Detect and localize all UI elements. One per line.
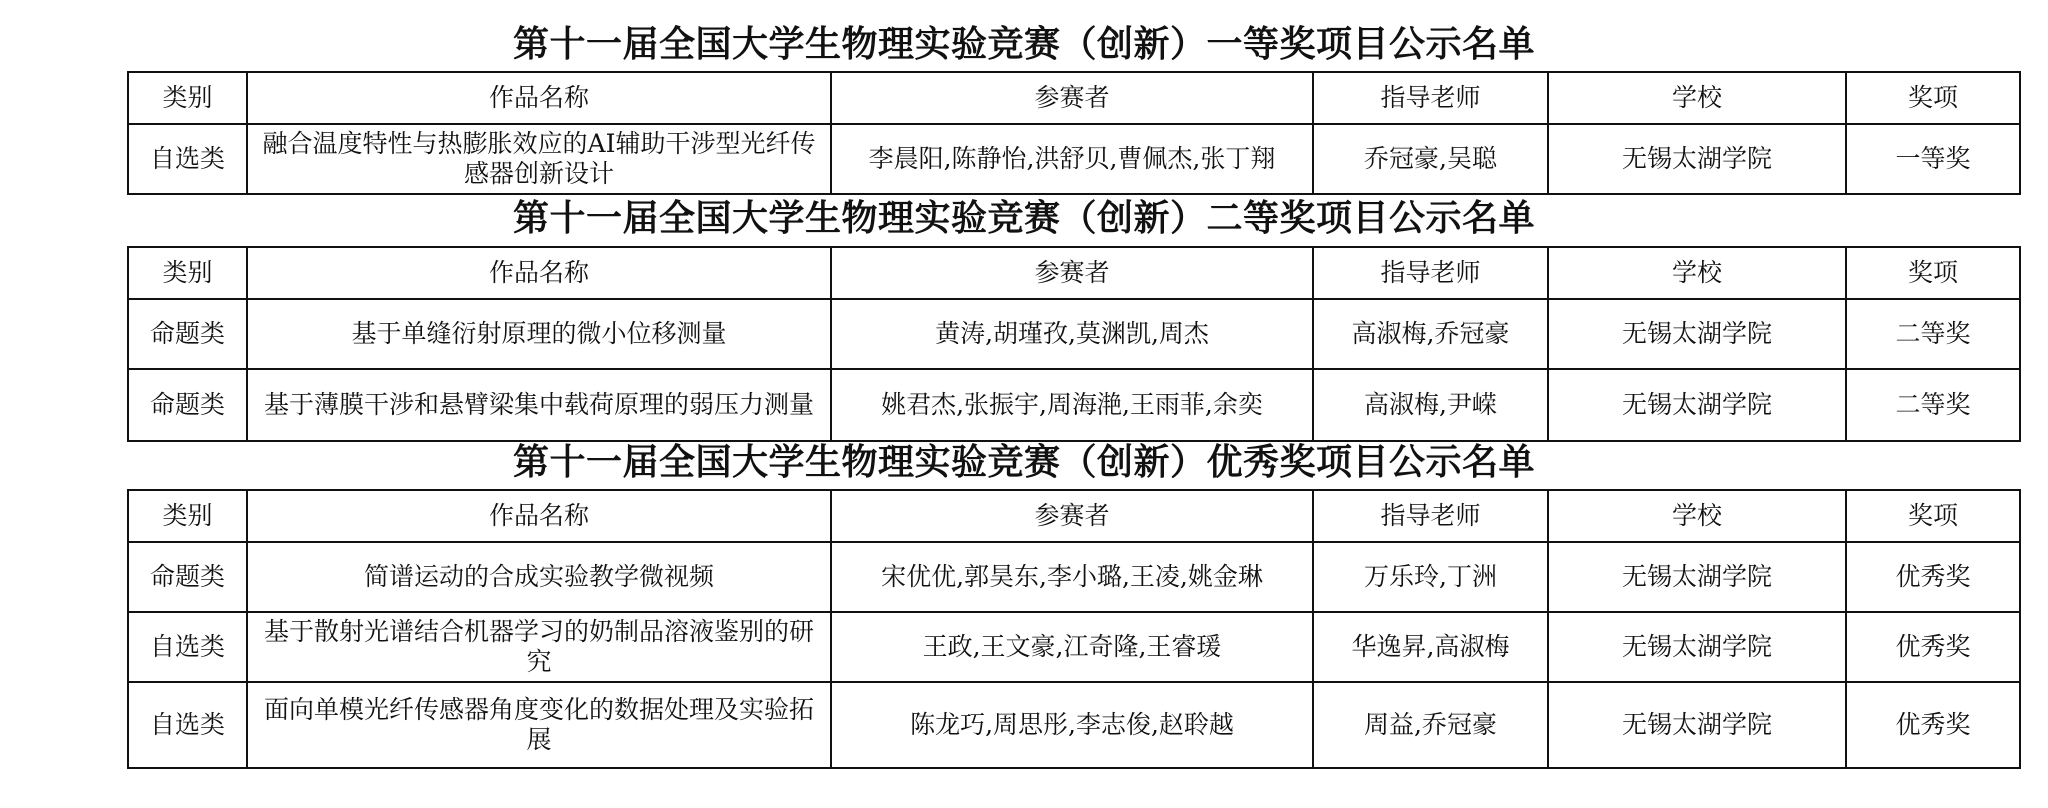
header-advisor: 指导老师	[1313, 490, 1548, 542]
category-cell: 命题类	[128, 369, 247, 441]
header-advisor: 指导老师	[1313, 72, 1548, 124]
header-category: 类别	[128, 490, 247, 542]
table-row	[128, 299, 2020, 369]
header-work-title: 作品名称	[247, 490, 831, 542]
table-header-row	[128, 72, 2020, 124]
header-school: 学校	[1548, 490, 1846, 542]
header-participants: 参赛者	[831, 72, 1313, 124]
advisor-cell: 周益,乔冠豪	[1313, 682, 1548, 768]
excellence-prize-title: 第十一届全国大学生物理实验竞赛（创新）优秀奖项目公示名单	[512, 441, 1535, 483]
header-school: 学校	[1548, 72, 1846, 124]
advisor-cell: 高淑梅,乔冠豪	[1313, 299, 1548, 369]
excellence-prize-table	[127, 489, 2021, 769]
category-cell: 自选类	[128, 124, 247, 194]
school-cell: 无锡太湖学院	[1548, 299, 1846, 369]
category-cell: 命题类	[128, 542, 247, 612]
award-cell: 优秀奖	[1846, 612, 2020, 682]
participants-cell: 李晨阳,陈静怡,洪舒贝,曹佩杰,张丁翔	[831, 124, 1313, 194]
header-advisor: 指导老师	[1313, 247, 1548, 299]
header-award: 奖项	[1846, 247, 2020, 299]
category-cell: 自选类	[128, 682, 247, 768]
table-row	[128, 369, 2020, 441]
participants-cell: 宋优优,郭昊东,李小璐,王凌,姚金琳	[831, 542, 1313, 612]
work-title-cell: 面向单模光纤传感器角度变化的数据处理及实验拓展	[247, 682, 831, 768]
second-prize-title: 第十一届全国大学生物理实验竞赛（创新）二等奖项目公示名单	[512, 197, 1535, 239]
table-row	[128, 542, 2020, 612]
header-participants: 参赛者	[831, 490, 1313, 542]
header-work-title: 作品名称	[247, 247, 831, 299]
school-cell: 无锡太湖学院	[1548, 542, 1846, 612]
award-cell: 二等奖	[1846, 299, 2020, 369]
participants-cell: 陈龙巧,周思彤,李志俊,赵聆越	[831, 682, 1313, 768]
first-prize-table	[127, 71, 2021, 195]
table-row	[128, 124, 2020, 194]
advisor-cell: 万乐玲,丁洲	[1313, 542, 1548, 612]
school-cell: 无锡太湖学院	[1548, 612, 1846, 682]
work-title-cell: 基于薄膜干涉和悬臂梁集中载荷原理的弱压力测量	[247, 369, 831, 441]
header-award: 奖项	[1846, 490, 2020, 542]
header-category: 类别	[128, 247, 247, 299]
header-school: 学校	[1548, 247, 1846, 299]
advisor-cell: 高淑梅,尹嵘	[1313, 369, 1548, 441]
work-title-cell: 融合温度特性与热膨胀效应的AI辅助干涉型光纤传感器创新设计	[247, 124, 831, 194]
advisor-cell: 华逸昇,高淑梅	[1313, 612, 1548, 682]
advisor-cell: 乔冠豪,吴聪	[1313, 124, 1548, 194]
award-cell: 二等奖	[1846, 369, 2020, 441]
school-cell: 无锡太湖学院	[1548, 369, 1846, 441]
header-award: 奖项	[1846, 72, 2020, 124]
award-cell: 一等奖	[1846, 124, 2020, 194]
table-row	[128, 612, 2020, 682]
school-cell: 无锡太湖学院	[1548, 682, 1846, 768]
participants-cell: 姚君杰,张振宇,周海滟,王雨菲,余奕	[831, 369, 1313, 441]
work-title-cell: 简谱运动的合成实验教学微视频	[247, 542, 831, 612]
header-category: 类别	[128, 72, 247, 124]
work-title-cell: 基于散射光谱结合机器学习的奶制品溶液鉴别的研究	[247, 612, 831, 682]
category-cell: 自选类	[128, 612, 247, 682]
category-cell: 命题类	[128, 299, 247, 369]
header-participants: 参赛者	[831, 247, 1313, 299]
participants-cell: 王政,王文豪,江奇隆,王睿瑗	[831, 612, 1313, 682]
table-header-row	[128, 490, 2020, 542]
school-cell: 无锡太湖学院	[1548, 124, 1846, 194]
second-prize-table	[127, 246, 2021, 442]
table-row	[128, 682, 2020, 768]
header-work-title: 作品名称	[247, 72, 831, 124]
award-cell: 优秀奖	[1846, 682, 2020, 768]
table-header-row	[128, 247, 2020, 299]
award-cell: 优秀奖	[1846, 542, 2020, 612]
first-prize-title: 第十一届全国大学生物理实验竞赛（创新）一等奖项目公示名单	[512, 23, 1535, 65]
work-title-cell: 基于单缝衍射原理的微小位移测量	[247, 299, 831, 369]
participants-cell: 黄涛,胡瑾孜,莫渊凯,周杰	[831, 299, 1313, 369]
